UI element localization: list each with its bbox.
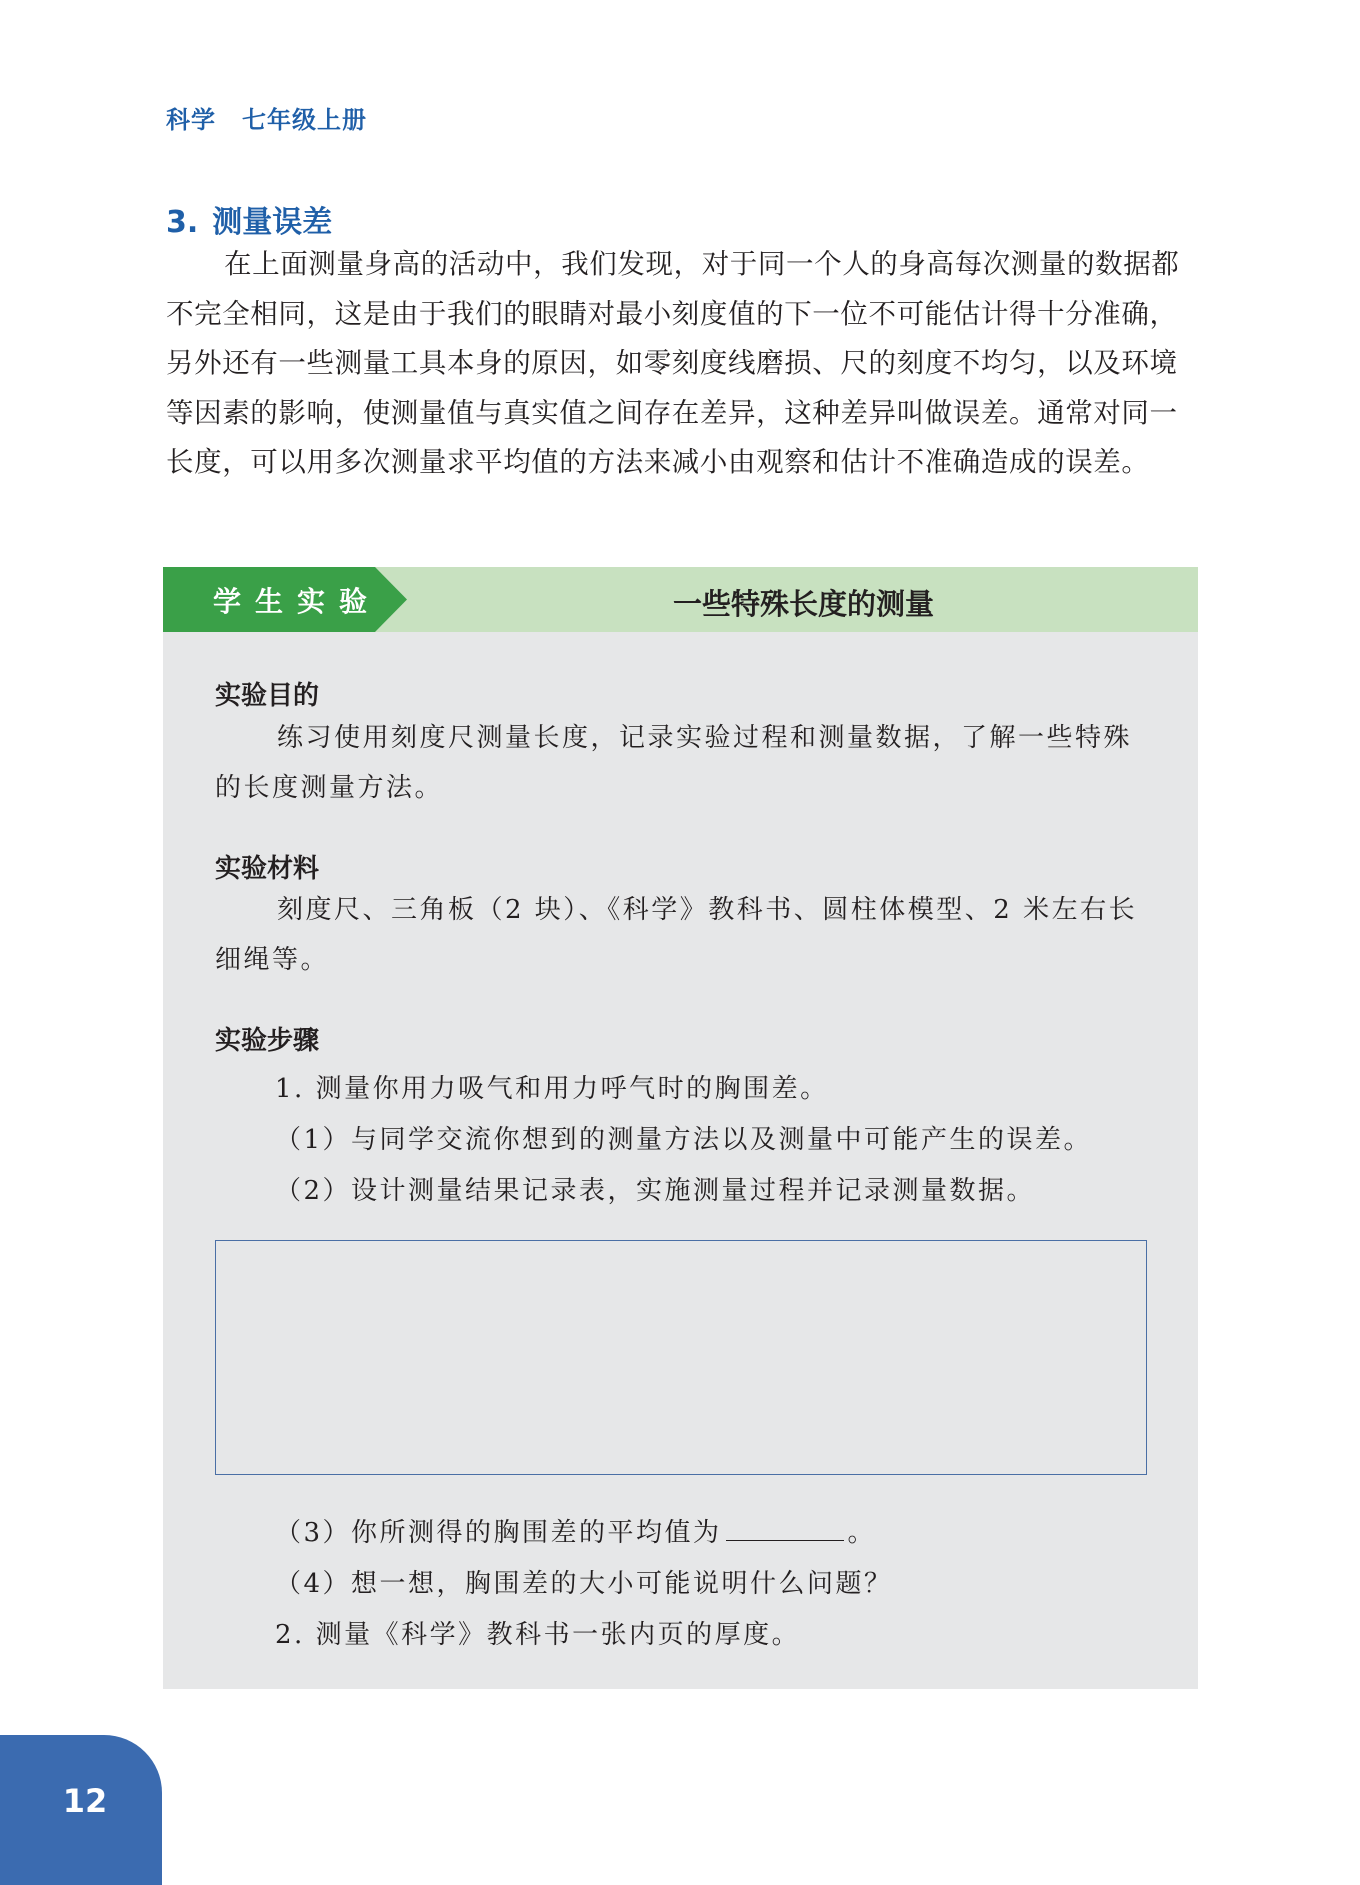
materials-paragraph: 刻度尺、三角板（2 块）、《科学》教科书、圆柱体模型、2 米左右长细绳等。	[215, 895, 1138, 975]
materials-heading: 实验材料	[215, 854, 320, 884]
page-number: 12	[62, 1782, 108, 1820]
header-subject: 科学	[166, 106, 216, 134]
experiment-tag	[163, 567, 455, 632]
step-1-3	[275, 1512, 876, 1549]
section-paragraph	[166, 240, 1200, 488]
step-1-1: （1）与同学交流你想到的测量方法以及测量中可能产生的误差。	[275, 1125, 1093, 1155]
running-header	[166, 100, 367, 135]
answer-blank	[726, 1516, 844, 1541]
steps-heading: 实验步骤	[215, 1026, 320, 1056]
experiment-panel	[163, 567, 1198, 1689]
section-number: 3.	[166, 205, 199, 240]
purpose-paragraph: 练习使用刻度尺测量长度，记录实验过程和测量数据，了解一些特殊的长度测量方法。	[215, 723, 1133, 803]
purpose-text	[215, 713, 1145, 813]
step-1-4: （4）想一想，胸围差的大小可能说明什么问题？	[275, 1569, 893, 1599]
purpose-heading: 实验目的	[215, 681, 320, 711]
section-title	[166, 197, 332, 241]
experiment-tag-label: 学生实验	[213, 585, 382, 618]
step-1-3-text: （3）你所测得的胸围差的平均值为	[275, 1518, 722, 1548]
step-2: 2. 测量《科学》教科书一张内页的厚度。	[275, 1620, 801, 1650]
step-1-2: （2）设计测量结果记录表，实施测量过程并记录测量数据。	[275, 1176, 1036, 1206]
header-grade: 七年级上册	[242, 106, 367, 134]
section-title-text: 测量误差	[212, 205, 333, 240]
experiment-title: 一些特殊长度的测量	[673, 587, 935, 621]
record-table-box	[215, 1240, 1147, 1475]
page-number-tab	[0, 1735, 162, 1885]
materials-text	[215, 885, 1145, 985]
step-1: 1. 测量你用力吸气和用力呼气时的胸围差。	[275, 1074, 829, 1104]
section-paragraph-text: 在上面测量身高的活动中，我们发现，对于同一个人的身高每次测量的数据都不完全相同，这是由于我们的眼睛对最小刻度值的下一位不可能估计得十分准确，另外还有一些测量工具本身的原因，如零刻度线磨损、尺的刻度不均匀，以及环境等因素的影响，使测量值与真实值之间存在差异，这种差异叫做误差。通常对同一长度，可以用多次测量求平均值的方法来减小由观察和估计不准确造成的误差。	[166, 248, 1180, 479]
step-1-3-end: 。	[847, 1518, 877, 1548]
